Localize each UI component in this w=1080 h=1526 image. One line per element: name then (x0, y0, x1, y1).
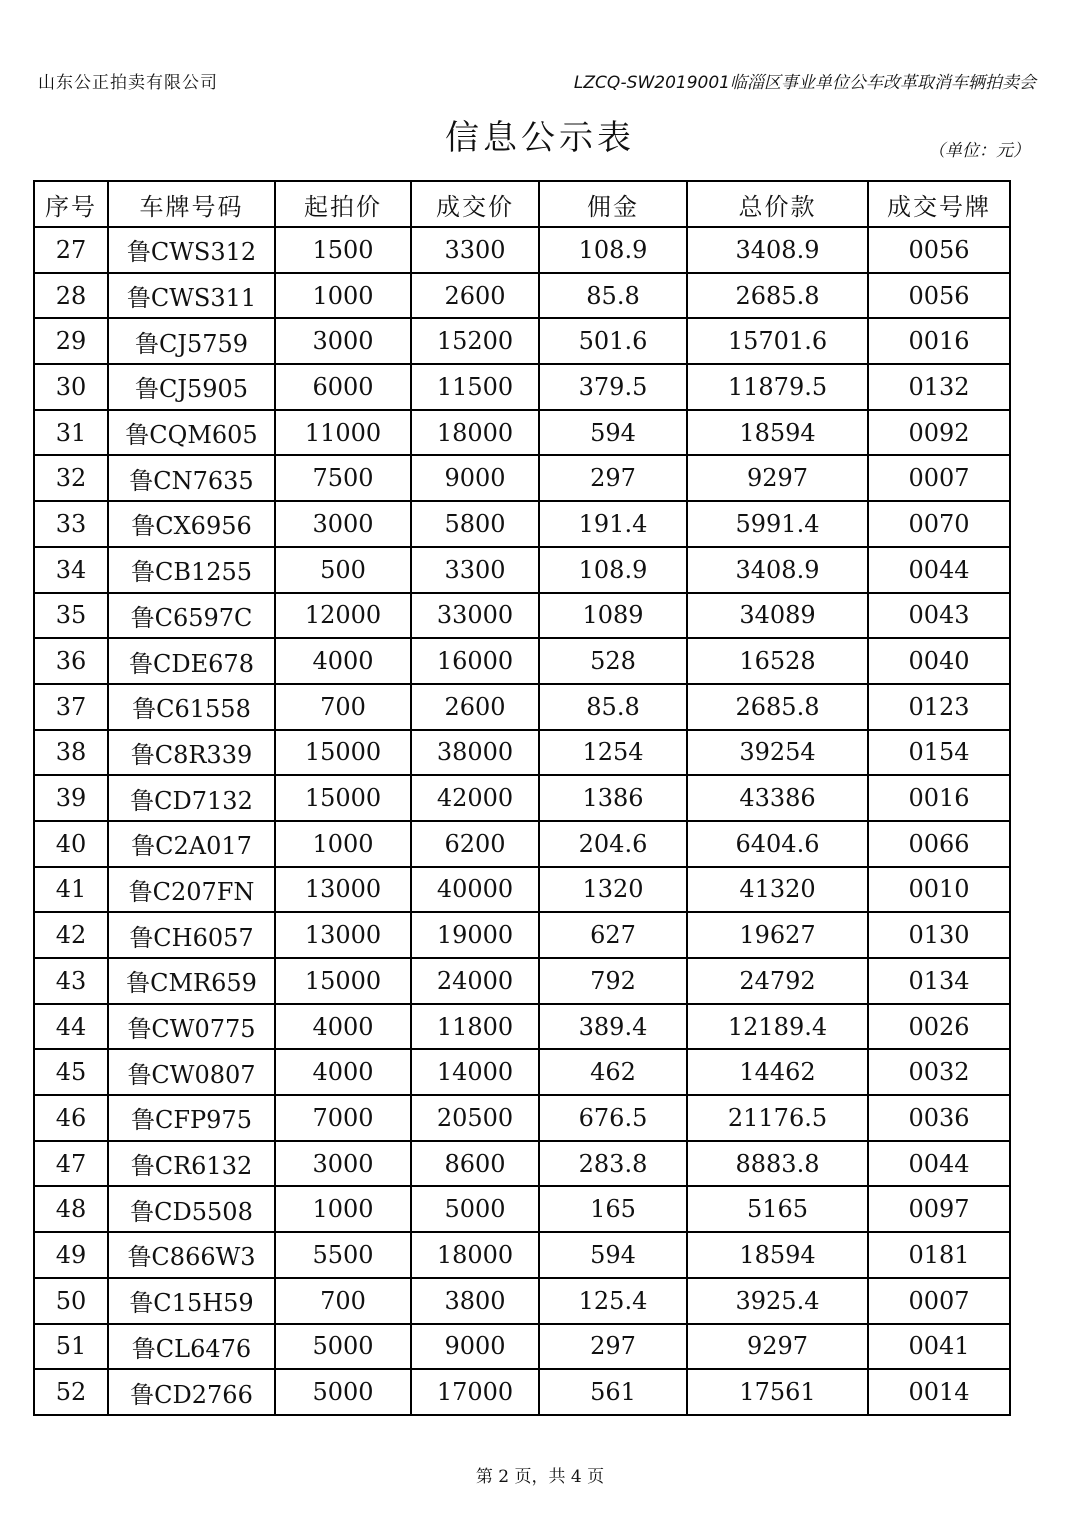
table-row (34, 912, 1010, 958)
cell-bid-number: 0066 (868, 821, 1010, 867)
cell-total: 3408.9 (687, 227, 868, 273)
cell-bid-number: 0016 (868, 775, 1010, 821)
cell-plate: 鲁C15H59 (108, 1278, 275, 1324)
cell-index: 43 (34, 958, 108, 1004)
table-row (34, 501, 1010, 547)
cell-deal-price: 18000 (411, 1232, 539, 1278)
cell-plate: 鲁C2A017 (108, 821, 275, 867)
table-row (34, 318, 1010, 364)
cell-index: 52 (34, 1369, 108, 1415)
cell-plate: 鲁C207FN (108, 867, 275, 913)
table-row (34, 227, 1010, 273)
cell-total: 6404.6 (687, 821, 868, 867)
cell-commission: 283.8 (539, 1141, 687, 1187)
cell-deal-price: 6200 (411, 821, 539, 867)
col-header-start-price: 起拍价 (275, 181, 411, 227)
cell-deal-price: 5800 (411, 501, 539, 547)
cell-commission: 125.4 (539, 1278, 687, 1324)
cell-deal-price: 38000 (411, 730, 539, 776)
cell-index: 45 (34, 1049, 108, 1095)
table-row (34, 410, 1010, 456)
cell-plate: 鲁CWS312 (108, 227, 275, 273)
cell-deal-price: 14000 (411, 1049, 539, 1095)
cell-start-price: 4000 (275, 1004, 411, 1050)
cell-total: 9297 (687, 1324, 868, 1370)
cell-commission: 297 (539, 455, 687, 501)
cell-total: 12189.4 (687, 1004, 868, 1050)
cell-plate: 鲁C6597C (108, 593, 275, 639)
col-header-bid-number: 成交号牌 (868, 181, 1010, 227)
cell-index: 40 (34, 821, 108, 867)
cell-deal-price: 11500 (411, 364, 539, 410)
cell-total: 11879.5 (687, 364, 868, 410)
cell-bid-number: 0007 (868, 1278, 1010, 1324)
cell-total: 5165 (687, 1186, 868, 1232)
cell-plate: 鲁CN7635 (108, 455, 275, 501)
cell-plate: 鲁CMR659 (108, 958, 275, 1004)
cell-commission: 462 (539, 1049, 687, 1095)
cell-bid-number: 0130 (868, 912, 1010, 958)
cell-plate: 鲁CR6132 (108, 1141, 275, 1187)
cell-commission: 85.8 (539, 273, 687, 319)
cell-commission: 627 (539, 912, 687, 958)
unit-note: （单位：元） (928, 141, 1030, 161)
cell-commission: 85.8 (539, 684, 687, 730)
cell-bid-number: 0016 (868, 318, 1010, 364)
cell-index: 27 (34, 227, 108, 273)
table-row (34, 775, 1010, 821)
cell-total: 18594 (687, 1232, 868, 1278)
cell-total: 15701.6 (687, 318, 868, 364)
cell-bid-number: 0044 (868, 1141, 1010, 1187)
cell-total: 8883.8 (687, 1141, 868, 1187)
table-header-row (34, 181, 1010, 227)
cell-plate: 鲁CW0775 (108, 1004, 275, 1050)
cell-index: 44 (34, 1004, 108, 1050)
table-row (34, 1186, 1010, 1232)
col-header-total: 总价款 (687, 181, 868, 227)
cell-index: 36 (34, 638, 108, 684)
cell-commission: 594 (539, 1232, 687, 1278)
cell-index: 49 (34, 1232, 108, 1278)
company-name: 山东公正拍卖有限公司 (38, 73, 218, 93)
cell-deal-price: 3300 (411, 227, 539, 273)
cell-deal-price: 16000 (411, 638, 539, 684)
cell-start-price: 7000 (275, 1095, 411, 1141)
cell-total: 17561 (687, 1369, 868, 1415)
cell-deal-price: 20500 (411, 1095, 539, 1141)
cell-index: 31 (34, 410, 108, 456)
cell-bid-number: 0134 (868, 958, 1010, 1004)
cell-start-price: 13000 (275, 867, 411, 913)
cell-total: 19627 (687, 912, 868, 958)
cell-total: 21176.5 (687, 1095, 868, 1141)
cell-commission: 389.4 (539, 1004, 687, 1050)
cell-start-price: 4000 (275, 1049, 411, 1095)
col-header-commission: 佣金 (539, 181, 687, 227)
cell-index: 41 (34, 867, 108, 913)
cell-start-price: 15000 (275, 730, 411, 776)
cell-index: 47 (34, 1141, 108, 1187)
page-footer: 第 2 页，共 4 页 (475, 1467, 605, 1487)
cell-index: 35 (34, 593, 108, 639)
cell-plate: 鲁CQM605 (108, 410, 275, 456)
cell-start-price: 1000 (275, 1186, 411, 1232)
cell-bid-number: 0056 (868, 227, 1010, 273)
cell-commission: 191.4 (539, 501, 687, 547)
cell-start-price: 3000 (275, 501, 411, 547)
cell-index: 38 (34, 730, 108, 776)
cell-deal-price: 2600 (411, 273, 539, 319)
cell-commission: 594 (539, 410, 687, 456)
table-row (34, 1369, 1010, 1415)
cell-start-price: 13000 (275, 912, 411, 958)
cell-total: 9297 (687, 455, 868, 501)
cell-bid-number: 0010 (868, 867, 1010, 913)
cell-commission: 561 (539, 1369, 687, 1415)
table-row (34, 730, 1010, 776)
cell-total: 5991.4 (687, 501, 868, 547)
cell-commission: 1320 (539, 867, 687, 913)
cell-bid-number: 0181 (868, 1232, 1010, 1278)
cell-deal-price: 42000 (411, 775, 539, 821)
cell-total: 3408.9 (687, 547, 868, 593)
cell-plate: 鲁CB1255 (108, 547, 275, 593)
table-row (34, 867, 1010, 913)
cell-deal-price: 15200 (411, 318, 539, 364)
cell-start-price: 500 (275, 547, 411, 593)
table-row (34, 364, 1010, 410)
cell-index: 46 (34, 1095, 108, 1141)
cell-deal-price: 24000 (411, 958, 539, 1004)
cell-index: 28 (34, 273, 108, 319)
table-row (34, 455, 1010, 501)
table-body (34, 227, 1010, 1415)
cell-commission: 204.6 (539, 821, 687, 867)
cell-plate: 鲁C866W3 (108, 1232, 275, 1278)
cell-bid-number: 0036 (868, 1095, 1010, 1141)
cell-deal-price: 17000 (411, 1369, 539, 1415)
cell-bid-number: 0132 (868, 364, 1010, 410)
cell-bid-number: 0070 (868, 501, 1010, 547)
cell-index: 32 (34, 455, 108, 501)
col-header-deal-price: 成交价 (411, 181, 539, 227)
cell-plate: 鲁CL6476 (108, 1324, 275, 1370)
cell-start-price: 700 (275, 1278, 411, 1324)
cell-deal-price: 2600 (411, 684, 539, 730)
cell-start-price: 4000 (275, 638, 411, 684)
cell-total: 43386 (687, 775, 868, 821)
cell-commission: 165 (539, 1186, 687, 1232)
cell-plate: 鲁CDE678 (108, 638, 275, 684)
cell-total: 18594 (687, 410, 868, 456)
table-row (34, 593, 1010, 639)
cell-total: 34089 (687, 593, 868, 639)
info-table (33, 180, 1011, 1416)
cell-plate: 鲁CD7132 (108, 775, 275, 821)
cell-total: 41320 (687, 867, 868, 913)
table-row (34, 1324, 1010, 1370)
cell-start-price: 15000 (275, 775, 411, 821)
cell-deal-price: 3800 (411, 1278, 539, 1324)
table-row (34, 821, 1010, 867)
auction-title: LZCQ-SW2019001临淄区事业单位公车改革取消车辆拍卖会 (573, 73, 1036, 93)
cell-plate: 鲁CW0807 (108, 1049, 275, 1095)
cell-bid-number: 0026 (868, 1004, 1010, 1050)
cell-plate: 鲁C8R339 (108, 730, 275, 776)
col-header-plate: 车牌号码 (108, 181, 275, 227)
cell-index: 30 (34, 364, 108, 410)
cell-commission: 792 (539, 958, 687, 1004)
cell-start-price: 5000 (275, 1324, 411, 1370)
cell-index: 48 (34, 1186, 108, 1232)
cell-commission: 1386 (539, 775, 687, 821)
cell-index: 34 (34, 547, 108, 593)
table-row (34, 1232, 1010, 1278)
cell-bid-number: 0056 (868, 273, 1010, 319)
cell-plate: 鲁CFP975 (108, 1095, 275, 1141)
cell-commission: 379.5 (539, 364, 687, 410)
cell-commission: 1254 (539, 730, 687, 776)
cell-index: 29 (34, 318, 108, 364)
cell-bid-number: 0014 (868, 1369, 1010, 1415)
cell-plate: 鲁CX6956 (108, 501, 275, 547)
cell-total: 2685.8 (687, 684, 868, 730)
cell-total: 16528 (687, 638, 868, 684)
col-header-index: 序号 (34, 181, 108, 227)
cell-start-price: 7500 (275, 455, 411, 501)
cell-commission: 297 (539, 1324, 687, 1370)
table-row (34, 1049, 1010, 1095)
cell-deal-price: 33000 (411, 593, 539, 639)
cell-bid-number: 0092 (868, 410, 1010, 456)
cell-deal-price: 3300 (411, 547, 539, 593)
cell-start-price: 12000 (275, 593, 411, 639)
cell-commission: 528 (539, 638, 687, 684)
table-row (34, 958, 1010, 1004)
cell-start-price: 15000 (275, 958, 411, 1004)
cell-total: 39254 (687, 730, 868, 776)
cell-plate: 鲁CWS311 (108, 273, 275, 319)
cell-commission: 501.6 (539, 318, 687, 364)
cell-bid-number: 0123 (868, 684, 1010, 730)
cell-bid-number: 0032 (868, 1049, 1010, 1095)
cell-bid-number: 0097 (868, 1186, 1010, 1232)
table-row (34, 684, 1010, 730)
cell-index: 42 (34, 912, 108, 958)
cell-index: 37 (34, 684, 108, 730)
cell-start-price: 1500 (275, 227, 411, 273)
cell-commission: 108.9 (539, 227, 687, 273)
table-row (34, 1004, 1010, 1050)
cell-bid-number: 0154 (868, 730, 1010, 776)
cell-index: 39 (34, 775, 108, 821)
cell-total: 24792 (687, 958, 868, 1004)
cell-total: 2685.8 (687, 273, 868, 319)
cell-total: 14462 (687, 1049, 868, 1095)
cell-start-price: 3000 (275, 318, 411, 364)
cell-plate: 鲁CD5508 (108, 1186, 275, 1232)
cell-bid-number: 0044 (868, 547, 1010, 593)
cell-start-price: 6000 (275, 364, 411, 410)
table-row (34, 1095, 1010, 1141)
cell-deal-price: 11800 (411, 1004, 539, 1050)
cell-deal-price: 9000 (411, 455, 539, 501)
cell-start-price: 5000 (275, 1369, 411, 1415)
cell-start-price: 1000 (275, 273, 411, 319)
table-row (34, 1278, 1010, 1324)
cell-index: 33 (34, 501, 108, 547)
table-row (34, 638, 1010, 684)
cell-index: 51 (34, 1324, 108, 1370)
cell-deal-price: 5000 (411, 1186, 539, 1232)
cell-bid-number: 0043 (868, 593, 1010, 639)
cell-start-price: 3000 (275, 1141, 411, 1187)
cell-index: 50 (34, 1278, 108, 1324)
cell-commission: 676.5 (539, 1095, 687, 1141)
cell-plate: 鲁CH6057 (108, 912, 275, 958)
cell-commission: 1089 (539, 593, 687, 639)
cell-deal-price: 9000 (411, 1324, 539, 1370)
cell-deal-price: 40000 (411, 867, 539, 913)
cell-start-price: 1000 (275, 821, 411, 867)
table-row (34, 547, 1010, 593)
cell-bid-number: 0041 (868, 1324, 1010, 1370)
cell-start-price: 11000 (275, 410, 411, 456)
cell-plate: 鲁C61558 (108, 684, 275, 730)
cell-bid-number: 0040 (868, 638, 1010, 684)
cell-plate: 鲁CJ5759 (108, 318, 275, 364)
cell-plate: 鲁CJ5905 (108, 364, 275, 410)
page-title: 信息公示表 (445, 118, 635, 158)
table-row (34, 1141, 1010, 1187)
cell-total: 3925.4 (687, 1278, 868, 1324)
cell-deal-price: 19000 (411, 912, 539, 958)
cell-start-price: 700 (275, 684, 411, 730)
cell-deal-price: 8600 (411, 1141, 539, 1187)
cell-start-price: 5500 (275, 1232, 411, 1278)
cell-deal-price: 18000 (411, 410, 539, 456)
cell-commission: 108.9 (539, 547, 687, 593)
cell-bid-number: 0007 (868, 455, 1010, 501)
table-row (34, 273, 1010, 319)
cell-plate: 鲁CD2766 (108, 1369, 275, 1415)
